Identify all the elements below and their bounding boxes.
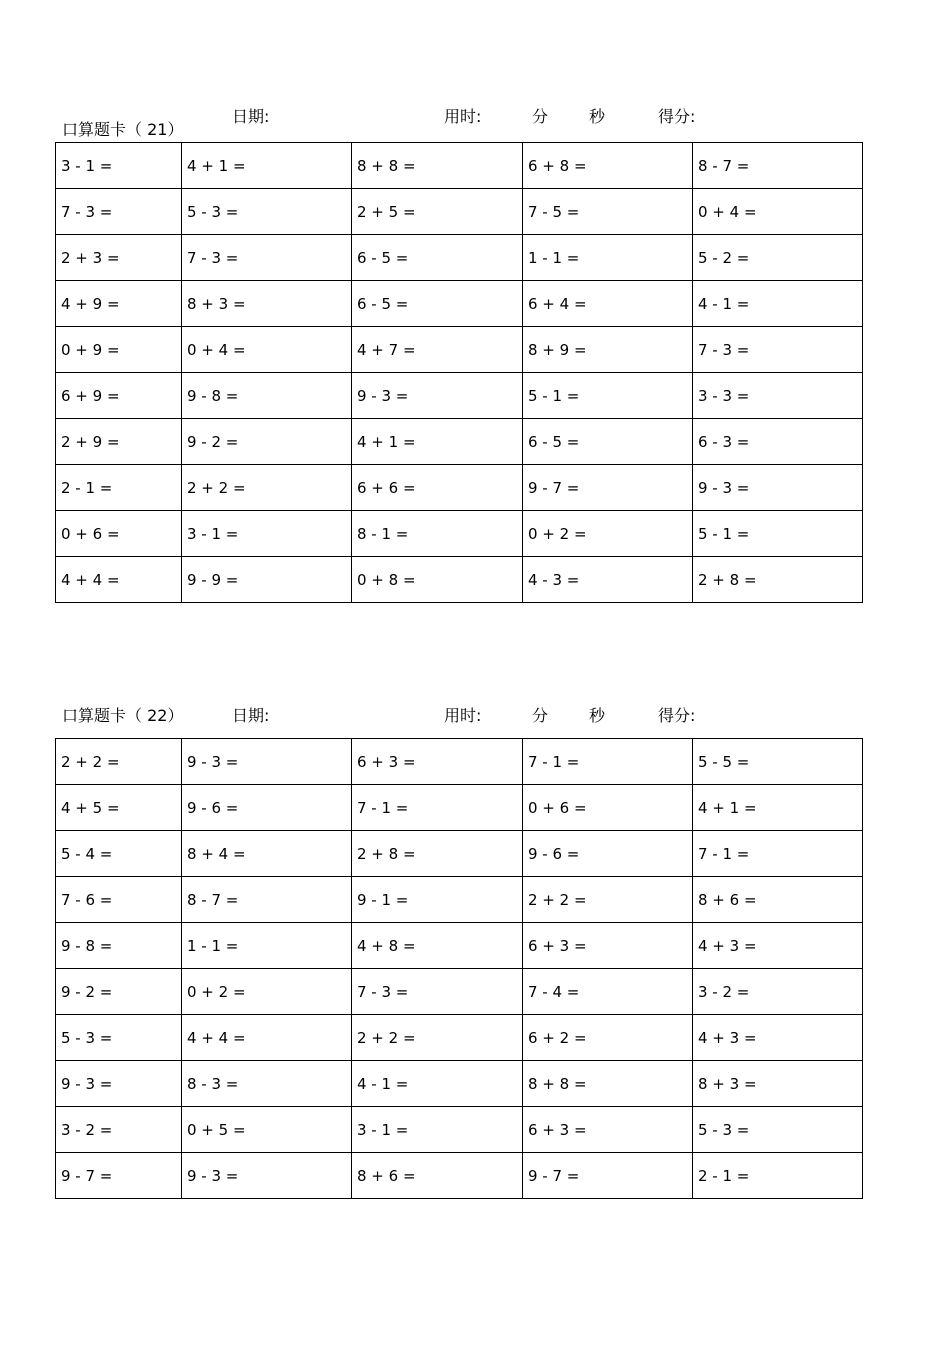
problem-cell[interactable]: 2 + 2 =	[352, 1015, 523, 1061]
problem-cell[interactable]: 9 - 2 =	[182, 419, 352, 465]
problem-cell[interactable]: 0 + 8 =	[352, 557, 523, 603]
problem-cell[interactable]: 8 - 7 =	[182, 877, 352, 923]
problem-cell[interactable]: 2 + 2 =	[523, 877, 693, 923]
problem-cell[interactable]: 0 + 4 =	[182, 327, 352, 373]
problem-cell[interactable]: 5 - 5 =	[693, 739, 863, 785]
problem-cell[interactable]: 6 + 2 =	[523, 1015, 693, 1061]
problem-cell[interactable]: 4 - 1 =	[352, 1061, 523, 1107]
problem-cell[interactable]: 9 - 7 =	[523, 1153, 693, 1199]
problem-cell[interactable]: 9 - 8 =	[182, 373, 352, 419]
date-label: 日期:	[232, 706, 270, 725]
problem-cell[interactable]: 4 + 3 =	[693, 1015, 863, 1061]
problem-cell[interactable]: 9 - 6 =	[182, 785, 352, 831]
problem-cell[interactable]: 9 - 3 =	[182, 1153, 352, 1199]
problem-table	[55, 142, 863, 603]
problem-cell[interactable]: 0 + 2 =	[523, 511, 693, 557]
problem-cell[interactable]: 2 + 8 =	[352, 831, 523, 877]
table-row	[56, 1107, 863, 1153]
problem-cell[interactable]: 4 + 7 =	[352, 327, 523, 373]
problem-cell[interactable]: 9 - 8 =	[56, 923, 182, 969]
problem-cell[interactable]: 5 - 1 =	[693, 511, 863, 557]
card-header	[55, 696, 862, 738]
table-row	[56, 373, 863, 419]
problem-cell[interactable]: 9 - 9 =	[182, 557, 352, 603]
practice-card	[55, 100, 862, 603]
score-label: 得分:	[658, 706, 696, 725]
problem-cell[interactable]: 3 - 1 =	[352, 1107, 523, 1153]
problem-cell[interactable]: 5 - 2 =	[693, 235, 863, 281]
problem-cell[interactable]: 6 + 3 =	[352, 739, 523, 785]
problem-cell[interactable]: 8 + 3 =	[693, 1061, 863, 1107]
card-title: 口算题卡（ 22）	[62, 706, 184, 725]
problem-cell[interactable]: 7 - 3 =	[693, 327, 863, 373]
problem-cell[interactable]: 0 + 2 =	[182, 969, 352, 1015]
problem-cell[interactable]: 6 - 5 =	[352, 235, 523, 281]
problem-cell[interactable]: 8 - 7 =	[693, 143, 863, 189]
problem-cell[interactable]: 9 - 7 =	[56, 1153, 182, 1199]
problem-cell[interactable]: 3 - 3 =	[693, 373, 863, 419]
problem-cell[interactable]: 8 + 4 =	[182, 831, 352, 877]
problem-cell[interactable]: 8 + 6 =	[352, 1153, 523, 1199]
problem-cell[interactable]: 6 - 3 =	[693, 419, 863, 465]
problem-cell[interactable]: 1 - 1 =	[523, 235, 693, 281]
problem-cell[interactable]: 6 + 4 =	[523, 281, 693, 327]
problem-cell[interactable]: 8 + 8 =	[352, 143, 523, 189]
problem-cell[interactable]: 6 + 6 =	[352, 465, 523, 511]
table-row	[56, 739, 863, 785]
problem-cell[interactable]: 5 - 3 =	[182, 189, 352, 235]
problem-cell[interactable]: 4 + 4 =	[56, 557, 182, 603]
problem-cell[interactable]: 7 - 1 =	[352, 785, 523, 831]
problem-cell[interactable]: 4 + 1 =	[182, 143, 352, 189]
problem-cell[interactable]: 0 + 9 =	[56, 327, 182, 373]
problem-cell[interactable]: 6 - 5 =	[523, 419, 693, 465]
problem-cell[interactable]: 0 + 5 =	[182, 1107, 352, 1153]
second-label: 秒	[589, 107, 606, 126]
problem-cell[interactable]: 9 - 3 =	[693, 465, 863, 511]
problem-table	[55, 738, 863, 1199]
table-row	[56, 923, 863, 969]
problem-cell[interactable]: 7 - 1 =	[693, 831, 863, 877]
table-row	[56, 143, 863, 189]
problem-cell[interactable]: 8 - 1 =	[352, 511, 523, 557]
problem-table-body	[56, 143, 863, 603]
problem-cell[interactable]: 2 + 2 =	[182, 465, 352, 511]
problem-cell[interactable]: 6 + 9 =	[56, 373, 182, 419]
problem-cell[interactable]: 1 - 1 =	[182, 923, 352, 969]
table-row	[56, 831, 863, 877]
problem-cell[interactable]: 9 - 3 =	[352, 373, 523, 419]
problem-cell[interactable]: 0 + 6 =	[523, 785, 693, 831]
problem-cell[interactable]: 0 + 6 =	[56, 511, 182, 557]
problem-cell[interactable]: 8 - 3 =	[182, 1061, 352, 1107]
problem-cell[interactable]: 6 + 3 =	[523, 1107, 693, 1153]
problem-cell[interactable]: 4 + 1 =	[693, 785, 863, 831]
problem-cell[interactable]: 7 - 5 =	[523, 189, 693, 235]
problem-cell[interactable]: 7 - 3 =	[182, 235, 352, 281]
table-row	[56, 419, 863, 465]
date-label: 日期:	[232, 107, 270, 126]
problem-cell[interactable]: 2 - 1 =	[56, 465, 182, 511]
card-title: 口算题卡（ 21）	[62, 120, 184, 139]
problem-cell[interactable]: 2 + 5 =	[352, 189, 523, 235]
problem-cell[interactable]: 9 - 1 =	[352, 877, 523, 923]
problem-cell[interactable]: 5 - 3 =	[56, 1015, 182, 1061]
problem-cell[interactable]: 7 - 1 =	[523, 739, 693, 785]
table-row	[56, 969, 863, 1015]
card-header	[55, 100, 862, 142]
time-label: 用时:	[444, 107, 482, 126]
problem-cell[interactable]: 2 + 2 =	[56, 739, 182, 785]
problem-cell[interactable]: 9 - 3 =	[182, 739, 352, 785]
table-row	[56, 1061, 863, 1107]
time-label: 用时:	[444, 706, 482, 725]
problem-cell[interactable]: 2 - 1 =	[693, 1153, 863, 1199]
second-label: 秒	[589, 706, 606, 725]
problem-cell[interactable]: 9 - 7 =	[523, 465, 693, 511]
table-row	[56, 189, 863, 235]
problem-cell[interactable]: 2 + 3 =	[56, 235, 182, 281]
problem-cell[interactable]: 9 - 3 =	[56, 1061, 182, 1107]
table-row	[56, 281, 863, 327]
table-row	[56, 235, 863, 281]
problem-cell[interactable]: 6 + 8 =	[523, 143, 693, 189]
problem-cell[interactable]: 3 - 1 =	[182, 511, 352, 557]
problem-cell[interactable]: 9 - 2 =	[56, 969, 182, 1015]
problem-cell[interactable]: 5 - 3 =	[693, 1107, 863, 1153]
problem-cell[interactable]: 4 - 3 =	[523, 557, 693, 603]
problem-cell[interactable]: 3 - 1 =	[56, 143, 182, 189]
problem-cell[interactable]: 5 - 1 =	[523, 373, 693, 419]
problem-cell[interactable]: 4 + 5 =	[56, 785, 182, 831]
minute-label: 分	[532, 706, 549, 725]
problem-cell[interactable]: 7 - 6 =	[56, 877, 182, 923]
table-row	[56, 877, 863, 923]
practice-card	[55, 696, 862, 1199]
problem-cell[interactable]: 4 + 9 =	[56, 281, 182, 327]
score-label: 得分:	[658, 107, 696, 126]
problem-cell[interactable]: 0 + 4 =	[693, 189, 863, 235]
table-row	[56, 557, 863, 603]
problem-table-body	[56, 739, 863, 1199]
problem-cell[interactable]: 5 - 4 =	[56, 831, 182, 877]
problem-cell[interactable]: 4 + 8 =	[352, 923, 523, 969]
problem-cell[interactable]: 8 + 3 =	[182, 281, 352, 327]
problem-cell[interactable]: 6 + 3 =	[523, 923, 693, 969]
problem-cell[interactable]: 8 + 8 =	[523, 1061, 693, 1107]
table-row	[56, 465, 863, 511]
table-row	[56, 327, 863, 373]
problem-cell[interactable]: 7 - 3 =	[56, 189, 182, 235]
problem-cell[interactable]: 4 - 1 =	[693, 281, 863, 327]
problem-cell[interactable]: 9 - 6 =	[523, 831, 693, 877]
problem-cell[interactable]: 4 + 4 =	[182, 1015, 352, 1061]
table-row	[56, 1153, 863, 1199]
table-row	[56, 511, 863, 557]
problem-cell[interactable]: 8 + 9 =	[523, 327, 693, 373]
problem-cell[interactable]: 3 - 2 =	[56, 1107, 182, 1153]
problem-cell[interactable]: 2 + 9 =	[56, 419, 182, 465]
table-row	[56, 1015, 863, 1061]
problem-cell[interactable]: 8 + 6 =	[693, 877, 863, 923]
problem-cell[interactable]: 7 - 3 =	[352, 969, 523, 1015]
problem-cell[interactable]: 7 - 4 =	[523, 969, 693, 1015]
problem-cell[interactable]: 2 + 8 =	[693, 557, 863, 603]
table-row	[56, 785, 863, 831]
problem-cell[interactable]: 6 - 5 =	[352, 281, 523, 327]
problem-cell[interactable]: 4 + 1 =	[352, 419, 523, 465]
minute-label: 分	[532, 107, 549, 126]
problem-cell[interactable]: 3 - 2 =	[693, 969, 863, 1015]
problem-cell[interactable]: 4 + 3 =	[693, 923, 863, 969]
